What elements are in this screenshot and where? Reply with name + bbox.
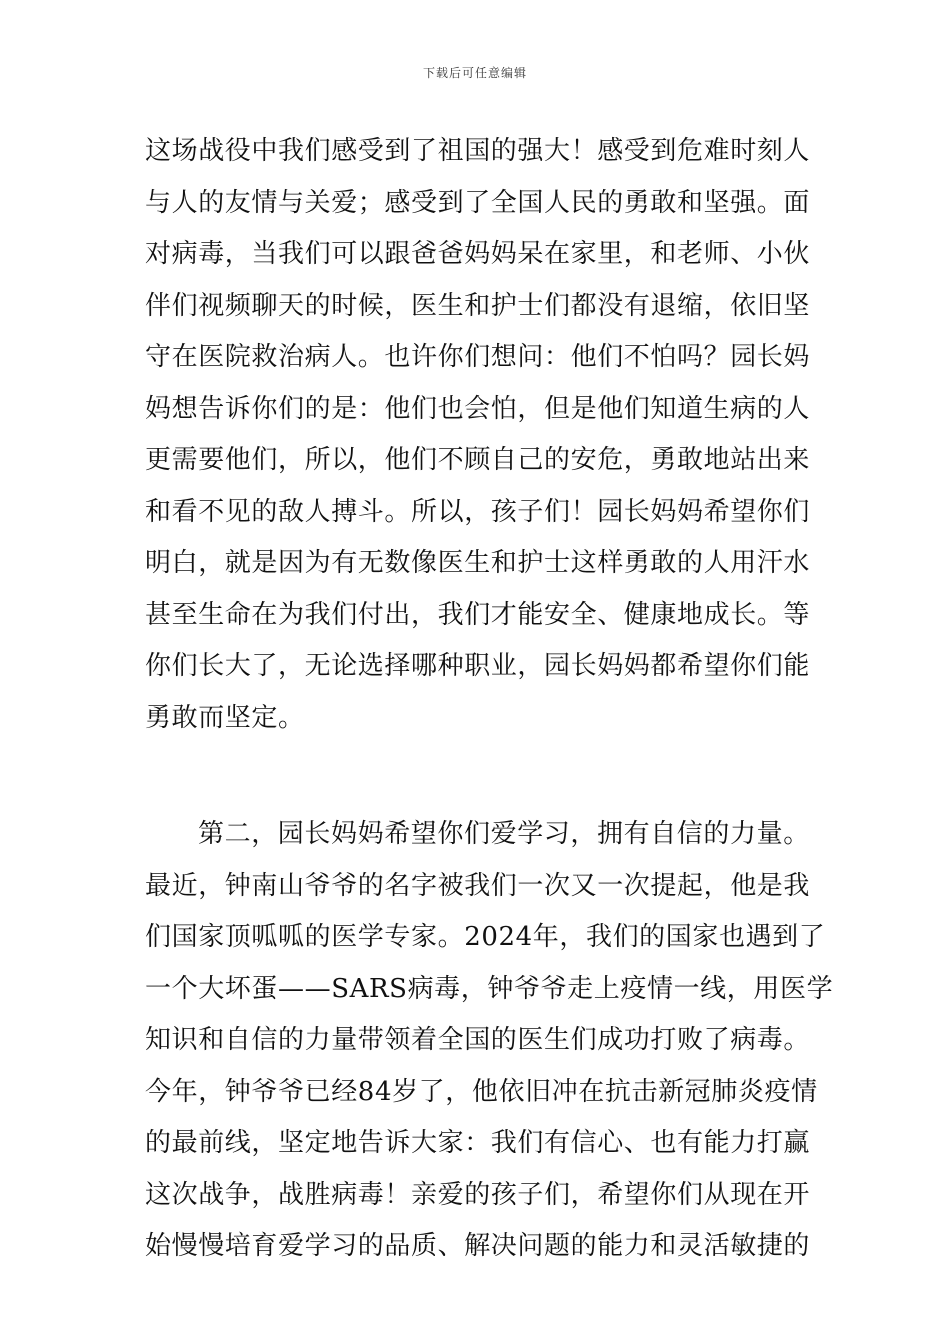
- paragraph-2: [145, 809, 834, 1273]
- paragraph-1: [145, 126, 810, 744]
- text-line: 妈想告诉你们的是：他们也会怕，但是他们知道生病的人: [145, 393, 811, 424]
- text-line: 第二，园长妈妈希望你们爱学习，拥有自信的力量。: [198, 819, 810, 849]
- text-line: 这场战役中我们感受到了祖国的强大！感受到危难时刻人: [145, 136, 811, 166]
- text-line: 甚至生命在为我们付出，我们才能安全、健康地成长。等: [145, 599, 811, 630]
- text-line: 守在医院救治病人。也许你们想问：他们不怕吗？园长妈: [145, 342, 811, 372]
- text-line: 最近，钟南山爷爷的名字被我们一次又一次提起，他是我: [145, 870, 811, 901]
- text-line: 这次战争，战胜病毒！亲爱的孩子们，希望你们从现在开: [145, 1179, 811, 1210]
- text-line: 始慢慢培育爱学习的品质、解决问题的能力和灵活敏捷的: [145, 1231, 811, 1261]
- text-line: 伴们视频聊天的时候，医生和护士们都没有退缩，依旧坚: [145, 290, 811, 321]
- paragraph-spacer: [145, 744, 810, 809]
- text-line: 知识和自信的力量带领着全国的医生们成功打败了病毒。: [145, 1025, 811, 1055]
- text-line: 对病毒，当我们可以跟爸爸妈妈呆在家里，和老师、小伙: [145, 239, 811, 269]
- text-line: 今年，钟爷爷已经84岁了，他依旧冲在抗击新冠肺炎疫情: [145, 1076, 818, 1107]
- text-line: 勇敢而坚定。: [145, 702, 305, 733]
- text-line: 的最前线，坚定地告诉大家：我们有信心、也有能力打赢: [145, 1128, 811, 1158]
- header-note: 下载后可任意编辑: [422, 66, 527, 80]
- text-line: 更需要他们，所以，他们不顾自己的安危，勇敢地站出来: [145, 445, 811, 475]
- text-line: 一个大坏蛋——SARS病毒，钟爷爷走上疫情一线，用医学: [145, 973, 834, 1004]
- text-line: 你们长大了，无论选择哪种职业，园长妈妈都希望你们能: [145, 651, 811, 681]
- text-line: 们国家顶呱呱的医学专家。2024年，我们的国家也遇到了: [145, 922, 826, 952]
- document-body: [145, 126, 834, 1273]
- text-line: 与人的友情与关爱；感受到了全国人民的勇敢和坚强。面: [145, 187, 811, 218]
- text-line: 明白，就是因为有无数像医生和护士这样勇敢的人用汗水: [145, 548, 811, 578]
- text-line: 和看不见的敌人搏斗。所以，孩子们！园长妈妈希望你们: [145, 496, 811, 527]
